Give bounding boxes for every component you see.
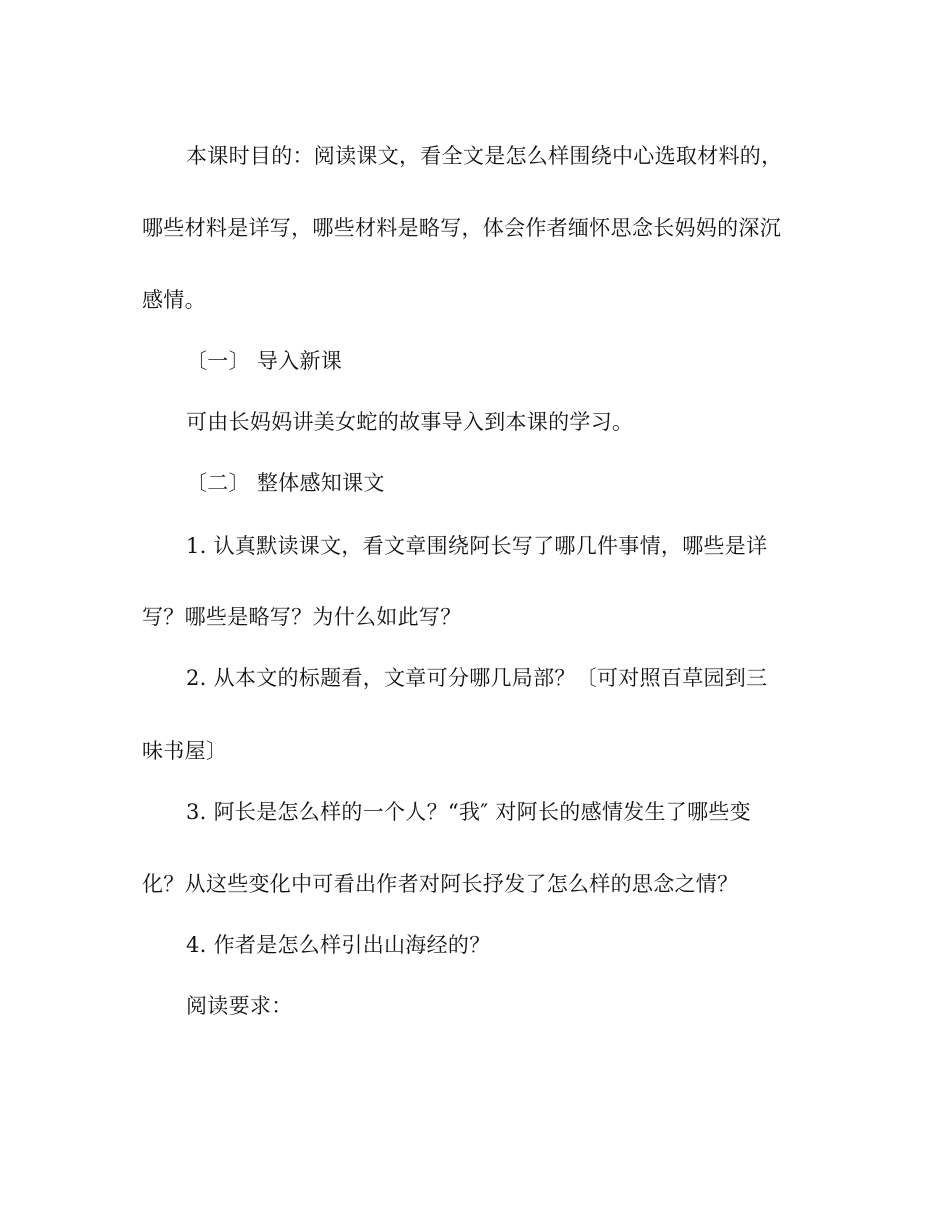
question-3-line-1: 3. 阿长是怎么样的一个人？“我″ 对阿长的感情发生了哪些变 xyxy=(186,800,751,824)
section-heading-2: 〔二〕 整体感知课文 xyxy=(186,471,385,495)
paragraph-line-3: 感情。 xyxy=(142,288,206,312)
question-3-line-2: 化？从这些变化中可看出作者对阿长抒发了怎么样的思念之情？ xyxy=(142,872,739,896)
paragraph-line-2: 哪些材料是详写，哪些材料是略写，体会作者缅怀思念长妈妈的深沉 xyxy=(142,216,781,240)
question-2-line-1: 2. 从本文的标题看，文章可分哪几局部？〔可对照百草园到三 xyxy=(186,666,768,690)
question-1-line-2: 写？哪些是略写？为什么如此写？ xyxy=(142,605,462,629)
section-heading-1: 〔一〕 导入新课 xyxy=(186,349,343,373)
question-1-line-1: 1. 认真默读课文，看文章围绕阿长写了哪几件事情，哪些是详 xyxy=(186,534,768,558)
question-2-line-2: 味书屋〕 xyxy=(142,739,228,763)
paragraph-line-4: 可由长妈妈讲美女蛇的故事导入到本课的学习。 xyxy=(186,410,634,434)
paragraph-line-1: 本课时目的：阅读课文，看全文是怎么样围绕中心选取材料的， xyxy=(186,144,783,168)
question-4: 4. 作者是怎么样引出山海经的？ xyxy=(186,933,491,957)
reading-requirements-heading: 阅读要求： xyxy=(186,994,293,1018)
